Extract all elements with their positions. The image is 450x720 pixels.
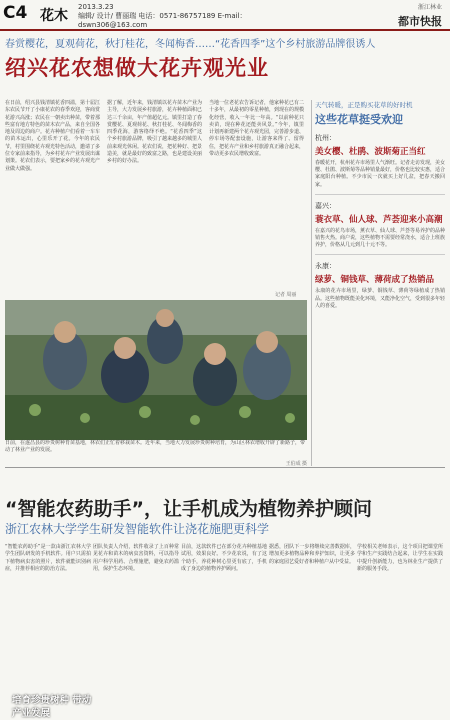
section-name: 花木: [40, 8, 68, 24]
masthead: [398, 3, 442, 29]
region-text: 在嘉兴的花鸟市场，薰衣草、仙人球、芦荟等易养护的品种销售火热。商户说，这些植物不需要经常浇水，适合上班族养护，价格从几元到几十元不等。: [315, 227, 446, 249]
article-column: 在日前，绍兴县钱清镇花香四溢，第十届江东农民节开了小康花农的春季欢迎，客商赏花游兴高涨；农民在一朝卖出种苗，带着那些富有地方特色的苗木农产品，来自全国各地及周边的商户。花卉种植户们看着一车车的苗木运出，心里乐开了花。今年的农民节，村里围绕花卉观光特色活动，邀请了多位专家前来指导，为乡村花卉产业发展出谋划策。花农们表示，要把家乡的花卉观光产业做大做强。: [5, 100, 101, 172]
region-label: 杭州：: [315, 134, 336, 142]
page-header: [0, 0, 450, 30]
main-byline: 记者 周丽: [275, 292, 297, 298]
sidebar-title: 这些花草挺受欢迎: [315, 113, 403, 126]
region-text: 永康的花卉市场里，绿萝、铜钱草、薄荷等绿植成了热销品。这些植物既能美化环境，又能净化空气，受到很多年轻人的喜爱。: [315, 288, 446, 309]
sidebar-kicker: 天气转暖，正是购买花草的好时机: [315, 101, 413, 109]
region-subtitle: 蓑衣草、仙人球、芦荟迎来小高潮: [315, 214, 443, 225]
main-headline: 绍兴花农想做大花卉观光业: [5, 56, 269, 80]
region-subtitle: 绿萝、铜钱草、薄荷成了热销品: [315, 275, 435, 286]
photo-caption: 日前，在遂昌县的珍贵树种育苗基地，林农们正忙着移栽苗木。近年来，当地大力发展珍贵树种培育，为山区林农增收开辟了新路子，带动了林业产业的发展。: [5, 440, 306, 453]
divider: [315, 254, 445, 255]
region-subtitle: 美女樱、杜鹃、波斯菊正当红: [315, 147, 426, 157]
photo-title: 培育珍贵树种 带动产业发展: [12, 695, 92, 719]
article-column: 据悉，团队下一步将继续完善数据库，增加更多植物品种和养护知识，让更多的家庭园艺爱好者和种植户从中受益。: [269, 544, 355, 565]
article-column: “智能农药助手”是一款由浙江农林大学学生团队研发的手机软件。用户只需拍下植物病虫害的照片，软件就能识别病症，并推荐相应的防治方法。: [5, 544, 91, 572]
paper-brand: 都市快报: [398, 15, 442, 28]
issue-date: 2013.3.23: [78, 3, 114, 11]
header-rule: [0, 29, 450, 31]
article-column: 目前，这款软件已在部分花卉种植基地试用，效果良好。不少花农说，有了这个助手，养花种树心里更有底了，手机成了身边的植物养护顾问。: [181, 544, 267, 572]
region-text: 春暖花开，杭州花卉市场里人气渐旺。记者走访发现，美女樱、杜鹃、波斯菊等品种销量最好，价格也比较实惠，适合家庭阳台种植。不少市民一次就买上好几盆，把春天搬回家。: [315, 160, 446, 188]
article-column: 当地一位老花农告诉记者，他家种花已有二十多年，从最初的零星种植，到现在的规模化经营，收入一年比一年高。“以前种花只卖苗，现在种花还能卖风景。”今年，镇里计划再新建两个花卉观光园，完善游步道、停车场等配套设施，让游客来得了、留得住，把花卉产业和乡村旅游真正融合起来，带动更多农民增收致富。: [209, 100, 305, 158]
divider: [315, 194, 445, 195]
main-kicker: 春赏樱花，夏观荷花，秋打桂花，冬闻梅香……“花香四季”这个乡村旅游品牌很诱人: [5, 39, 376, 50]
editor-info: 编辑/ 设计/ 曹丽瑞 电话：0571-86757189 E-mail：dswn306@163.com: [78, 12, 247, 29]
region-label: 嘉兴：: [315, 201, 336, 210]
paper-name: 浙江林业: [417, 4, 442, 11]
region-label: 永康：: [315, 262, 336, 271]
column-divider: [311, 100, 312, 466]
article2-headline: “智能农药助手”，让手机成为植物养护顾问: [5, 498, 372, 520]
article-column: 学校相关老师表示，这个项目把课堂所学和生产实践结合起来，让学生在实践中提升创新能力，也为林业生产提供了新的服务手段。: [357, 544, 443, 572]
section-number: C4: [3, 3, 28, 23]
greenhouse-workers-image: [5, 300, 307, 440]
photo-credit: 王伯成 摄: [285, 461, 307, 467]
article-column: 据了解，近年来，钱清镇以花卉苗木产业为主导，大力发展乡村旅游，花卉种植面积已达三千余亩，年产值超亿元。镇里打造了春赏樱花、夏观荷花、秋打桂花、冬闻梅香的四季花海，游客络绎不绝。“花香四季”这个乡村旅游品牌，吸引了越来越多的城里人前来观光休闲。花农们说，把花种好、把景造美，就是最好的致富之路，也是建设美丽乡村的好办法。: [107, 100, 203, 165]
section-divider: [5, 467, 445, 468]
article-column: 团队负责人介绍，软件收录了上百种常见花卉和苗木的病虫害资料，可以指导用户科学用药、合理施肥，避免农药滥用，保护生态环境。: [93, 544, 179, 572]
sidebar-article: [315, 100, 445, 465]
article2-subhead: 浙江农林大学学生研发智能软件让浇花施肥更科学: [5, 522, 270, 536]
